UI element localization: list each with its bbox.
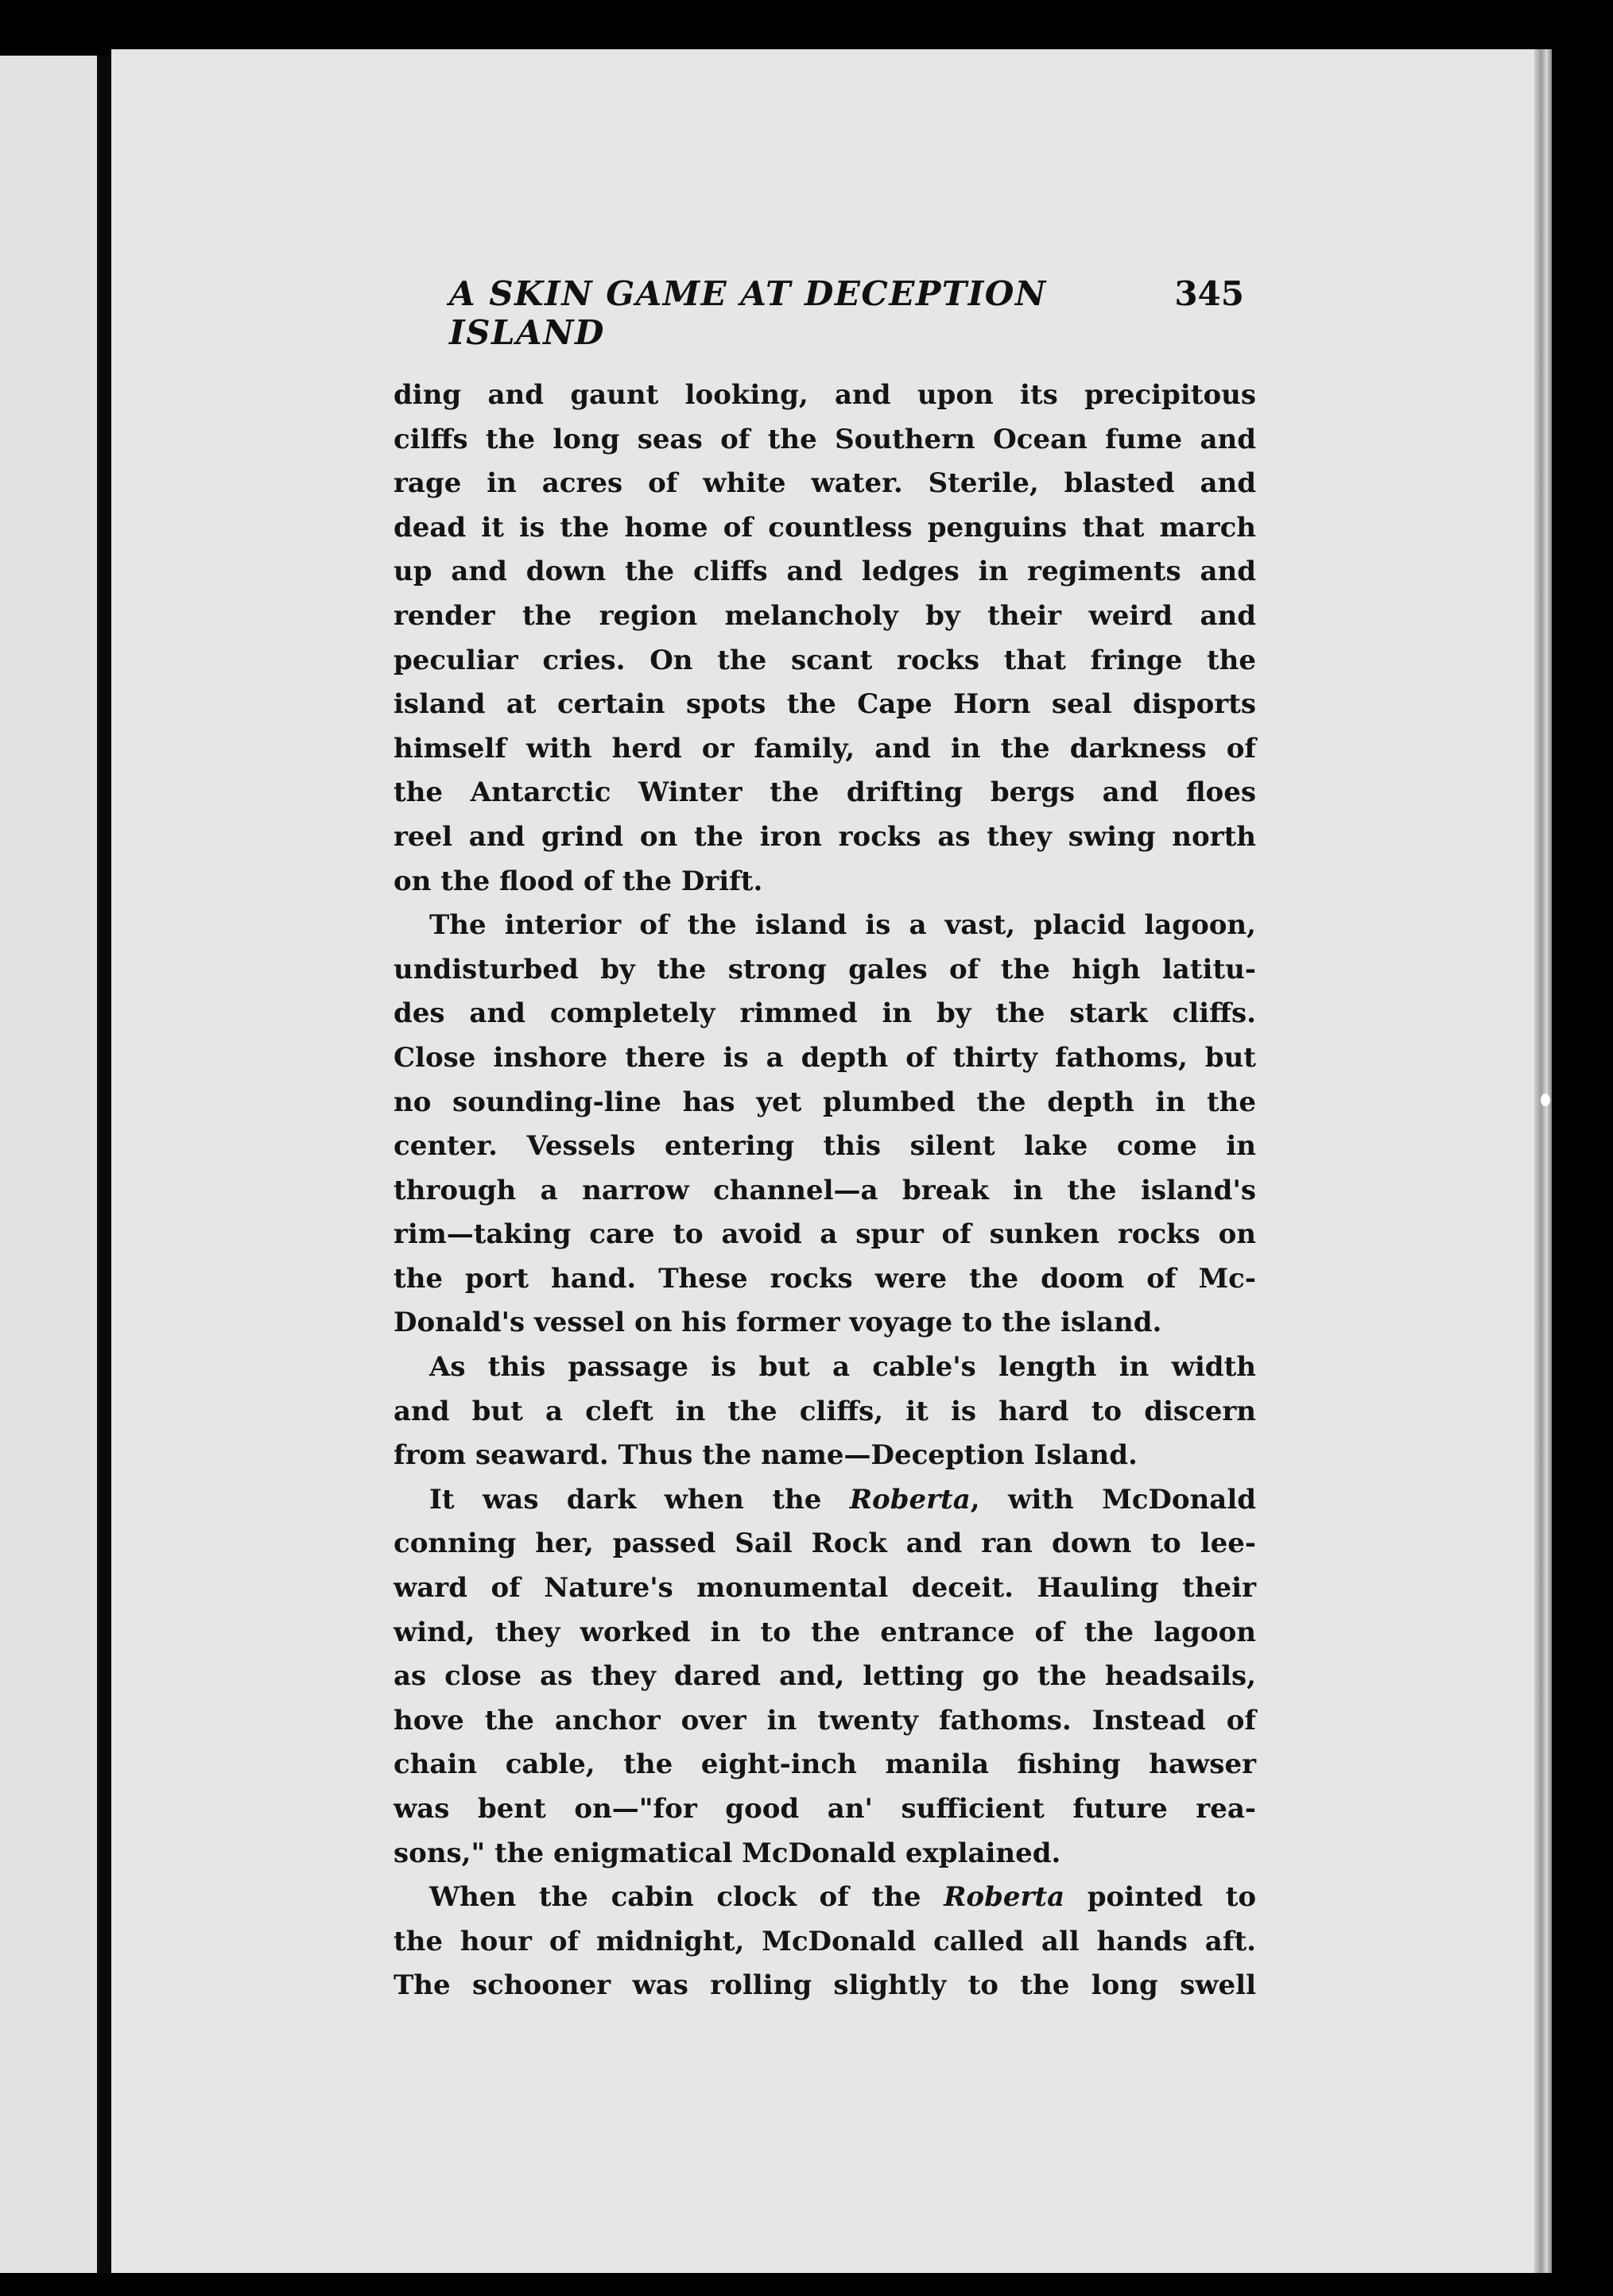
text-line: dead it is the home of countless penguins that march [394,511,1256,544]
text-line: the Antarctic Winter the drifting bergs and floes [394,776,1256,809]
text-line: himself with herd or family, and in the darkness of [394,732,1256,765]
gutter-shadow [97,56,111,2273]
text-line: center. Vessels entering this silent lake come in [394,1130,1256,1163]
text-line: wind, they worked in to the entrance of the lagoon [394,1616,1256,1648]
ship-name: Roberta [944,1881,1065,1914]
page-edge-stack [1534,49,1552,2275]
text-line: Close inshore there is a depth of thirty fathoms, but [394,1041,1256,1074]
text-line: When the cabin clock of the Roberta pointed to [429,1881,1256,1914]
text-line: as close as they dared and, letting go the headsails, [394,1660,1256,1693]
text-line: through a narrow channel—a break in the island's [394,1174,1256,1206]
text-line: hove the anchor over in twenty fathoms. Instead of [394,1704,1256,1737]
text-line: render the region melancholy by their weird and [394,599,1256,632]
text-line: As this passage is but a cable's length in width [429,1351,1256,1384]
text-line: island at certain spots the Cape Horn seal disports [394,688,1256,721]
text-line: des and completely rimmed in by the stark cliffs. [394,997,1256,1030]
text-line: reel and grind on the iron rocks as they swing north [394,820,1256,853]
running-head-title: A SKIN GAME AT DECEPTION ISLAND [449,274,1047,352]
text-line: rage in acres of white water. Sterile, blasted and [394,467,1256,500]
text-line: ward of Nature's monumental deceit. Hauling their [394,1572,1256,1605]
scan-border-bottom [0,2273,1613,2296]
ship-name: Roberta [849,1483,971,1516]
text-line: the hour of midnight, McDonald called all hands aft. [394,1925,1256,1957]
text-line: was bent on—"for good an' sufficient future rea- [394,1793,1256,1825]
page-number: 345 [1174,274,1244,313]
text-line: rim—taking care to avoid a spur of sunken rocks on [394,1218,1256,1251]
text-line: peculiar cries. On the scant rocks that fringe the [394,644,1256,676]
text-line: conning her, passed Sail Rock and ran down to lee- [394,1527,1256,1560]
text-line: no sounding-line has yet plumbed the depth in the [394,1086,1256,1118]
text-line: The interior of the island is a vast, placid lagoon, [429,909,1256,942]
text-line: cilffs the long seas of the Southern Ocean fume and [394,423,1256,455]
body-text [394,374,1256,2008]
text-line: ding and gaunt looking, and upon its precipitous [394,379,1256,411]
running-head [449,274,1244,352]
text-line: on the flood of the Drift. [394,865,763,897]
facing-page-edge [0,56,97,2273]
scan-border-right [1552,49,1613,2275]
scan-artifact-speck [1541,1094,1550,1106]
text-line: chain cable, the eight-inch manila fishing hawser [394,1748,1256,1781]
text-line: up and down the cliffs and ledges in regiments and [394,556,1256,588]
text-line: and but a cleft in the cliffs, it is hard to discern [394,1395,1256,1427]
text-line: the port hand. These rocks were the doom of Mc- [394,1262,1256,1295]
text-line: It was dark when the Roberta, with McDonald [429,1483,1257,1516]
text-line: sons," the enigmatical McDonald explained. [394,1837,1061,1869]
text-line: The schooner was rolling slightly to the long swell [394,1969,1256,2002]
text-line: undisturbed by the strong gales of the high latitu- [394,953,1256,985]
text-line: Donald's vessel on his former voyage to the island. [394,1307,1162,1339]
text-line: from seaward. Thus the name—Deception Island. [394,1439,1138,1472]
